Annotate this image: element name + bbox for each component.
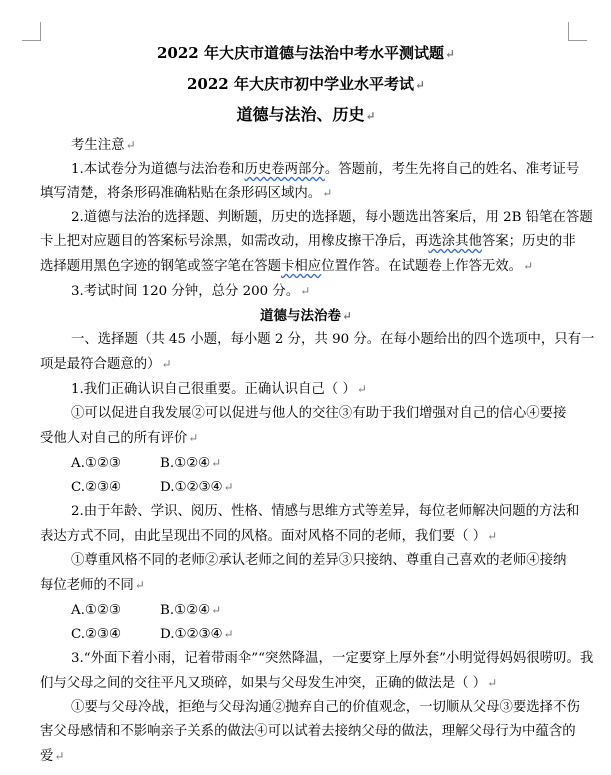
q1-options-row-1: A.①②③ B.①②④↵: [71, 453, 221, 474]
q1-body-line-2: 受他人对自己的所有评价↵: [40, 431, 199, 446]
part1-instructions-line-1: 一、选择题（共 45 小题，每小题 2 分，共 90 分。在每小题给出的四个选项中，只有一: [71, 332, 595, 347]
q3-body-line-3: 爱↵: [40, 749, 65, 764]
q1-body-line-1: ①可以促进自我发展②可以促进与他人的交往③有助于我们增强对自己的信心④要接: [71, 406, 567, 421]
notice-heading: 考生注意↵: [71, 138, 136, 153]
title-line-3: 道德与法治、历史↵: [236, 105, 376, 124]
page-corner-mark-top-left: [22, 22, 41, 41]
page-corner-mark-top-right: [568, 22, 587, 41]
section-title: 道德与法治卷↵: [259, 308, 353, 324]
title-line-1: 2022 年大庆市道德与法治中考水平测试题↵: [156, 44, 456, 62]
q2-option-d: D.①②③④: [160, 627, 223, 642]
q1-option-a: A.①②③: [71, 456, 121, 471]
q3-body-line-2: 害父母感情和不影响亲子关系的做法④可以试着去接纳父母的做法，理解父母行为中蕴含的: [40, 724, 576, 739]
q3-stem-line-1: 3.“外面下着小雨，记着带雨伞”“突然降温，一定要穿上厚外套”小明觉得妈妈很唠叨。我: [71, 651, 594, 666]
q2-body-line-1: ①尊重风格不同的老师②承认老师之间的差异③只接纳、尊重自己喜欢的老师④接纳: [71, 553, 567, 568]
part1-instructions-line-2: 项是最符合题意的）↵: [40, 357, 172, 372]
notice-item-2-line-2: 卡上把对应题目的答案标号涂黑，如需改动，用橡皮擦干净后，再选涂其他答案；历史的非: [40, 234, 576, 249]
q1-option-b: B.①②④: [160, 456, 211, 471]
title-line-2: 2022 年大庆市初中学业水平考试↵: [186, 75, 426, 93]
q2-option-c: C.②③④: [71, 627, 122, 642]
q1-stem: 1.我们正确认识自己很重要。正确认识自己（ ）↵: [71, 382, 367, 397]
q2-body-line-2: 每位老师的不同↵: [40, 578, 145, 593]
q2-options-row-1: A.①②③ B.①②④↵: [71, 600, 221, 621]
q2-option-b: B.①②④: [160, 603, 211, 618]
q1-option-c: C.②③④: [71, 480, 122, 495]
q1-options-row-2: C.②③④ D.①②③④↵: [71, 477, 234, 498]
q2-stem-line-2: 表达方式不同，由此呈现出不同的风格。面对风格不同的老师，我们要（ ）↵: [40, 529, 498, 544]
q2-options-row-2: C.②③④ D.①②③④↵: [71, 624, 234, 645]
notice-item-1-line-1: 1.本试卷分为道德与法治卷和历史卷两部分。答题前，考生先将自己的姓名、准考证号: [71, 162, 580, 177]
notice-item-1-line-2: 填写清楚，将条形码准确粘贴在条形码区域内。↵: [40, 186, 333, 201]
q2-stem-line-1: 2.由于年龄、学识、阅历、性格、情感与思维方式等差异，每位老师解决问题的方法和: [71, 504, 580, 519]
q3-body-line-1: ①要与父母冷战，拒绝与父母沟通②抛弃自己的价值观念，一切顺从父母③要选择不伤: [71, 700, 580, 715]
q3-stem-line-2: 们与父母之间的交往平凡又琐碎，如果与父母发生冲突，正确的做法是（ ）↵: [40, 676, 498, 691]
q1-option-d: D.①②③④: [160, 480, 223, 495]
q2-option-a: A.①②③: [71, 603, 121, 618]
notice-item-2-line-1: 2.道德与法治的选择题、判断题，历史的选择题，每小题选出答案后，用 2B 铅笔在答题: [71, 210, 593, 225]
notice-item-2-line-3: 选择题用黑色字迹的钢笔或签字笔在答题卡相应位置作答。在试题卷上作答无效。↵: [40, 259, 534, 274]
notice-item-3: 3.考试时间 120 分钟，总分 200 分。↵: [71, 284, 311, 299]
